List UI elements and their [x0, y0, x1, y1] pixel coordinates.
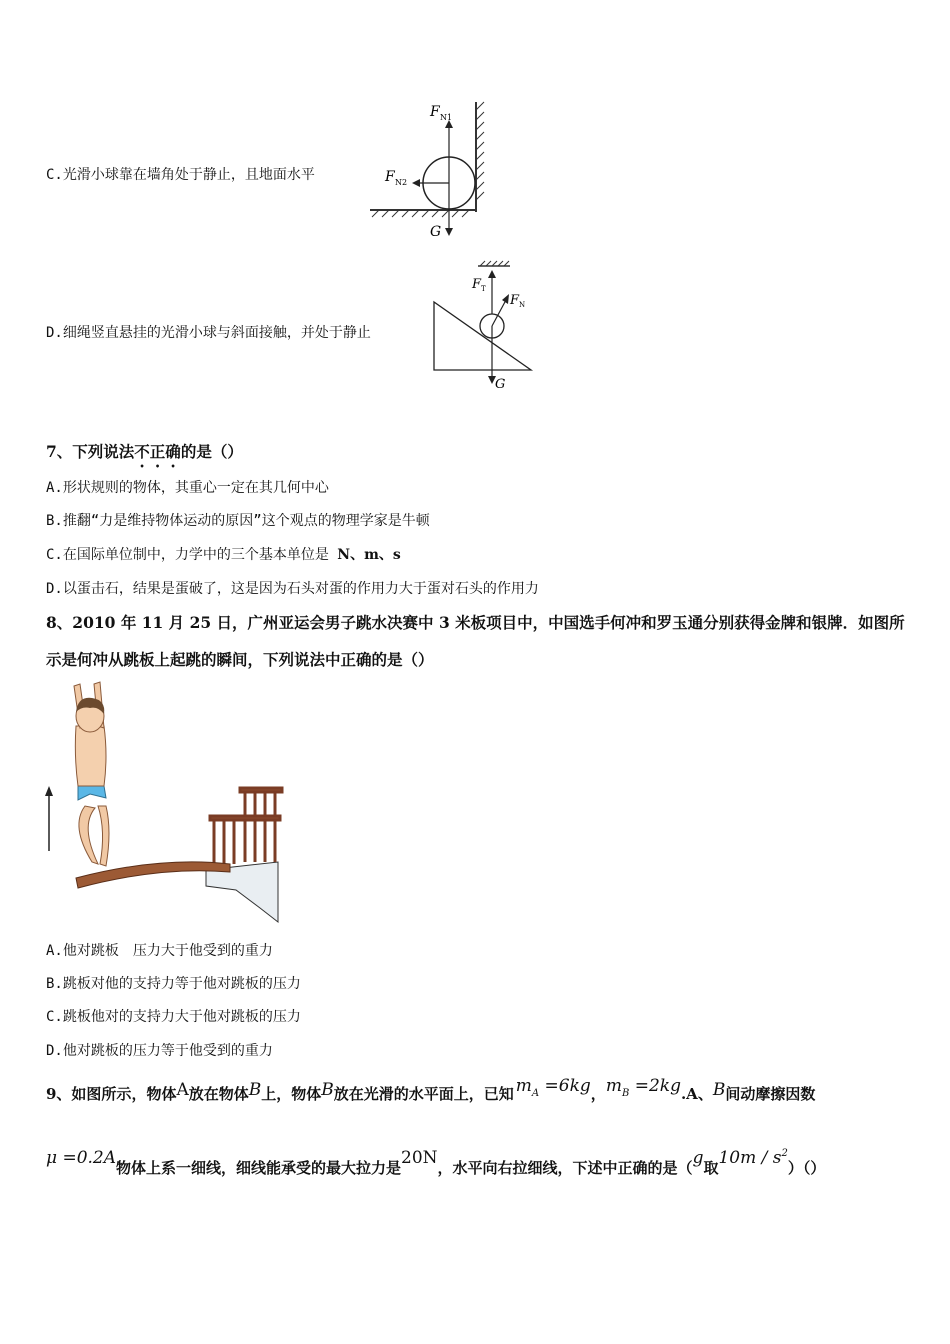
question-7-stem: [46, 442, 243, 471]
question-9-line-2: [46, 1148, 826, 1181]
label-fn-sub: N: [519, 301, 526, 309]
label-fn2: F: [385, 169, 395, 185]
q9-comma: ，: [590, 1085, 606, 1103]
q9-text-2: 放在物体: [188, 1085, 249, 1103]
q9-text-5: .A: [680, 1085, 698, 1103]
q9-mA-sub: A: [531, 1088, 540, 1099]
option-a-q8: A.他对跳板 压力大于他受到的重力: [46, 943, 273, 959]
q9-text-3: 上，物体: [261, 1085, 322, 1103]
figure-ball-on-incline: [430, 256, 536, 396]
q9-text-10: 取: [703, 1159, 719, 1177]
q9-var-A-2: A: [103, 1148, 117, 1168]
q9-gval: 10m / s: [718, 1148, 782, 1168]
q9-force: 20N: [401, 1148, 438, 1168]
q7-stem-part-a: 7、下列说法: [46, 442, 135, 461]
question-8-line-2: 示是何冲从跳板上起跳的瞬间，下列说法中正确的是（）: [46, 650, 434, 669]
label-fn1: F: [430, 104, 440, 120]
q9-mB-sub: B: [621, 1088, 630, 1099]
figure-diver-springboard: [40, 676, 290, 926]
label-ft: F: [472, 277, 482, 292]
q7-stem-emphasis: 不正确: [134, 442, 181, 461]
label-ft-sub: T: [481, 285, 486, 293]
option-d-q8: D.他对跳板的压力等于他受到的重力: [46, 1043, 273, 1059]
q9-text-1: 9、如图所示，物体: [46, 1085, 177, 1103]
q9-text-8: 物体上系一细线，细线能承受的最大拉力是: [116, 1159, 402, 1177]
q9-text-4: 放在光滑的水平面上，已知: [333, 1085, 514, 1103]
option-c-q6: C.光滑小球靠在墙角处于静止，且地面水平: [46, 167, 315, 183]
label-fn2-sub: N2: [395, 178, 408, 187]
q9-mB-value: =2kg: [634, 1076, 681, 1096]
label-g: G: [430, 224, 442, 240]
option-b-q7: B.推翻“力是维持物体运动的原因”这个观点的物理学家是牛顿: [46, 513, 430, 529]
q9-text-7: 间动摩擦因数: [725, 1085, 816, 1103]
q9-mB-symbol: m: [605, 1076, 622, 1096]
q9-g-value: [718, 1148, 787, 1168]
q9-text-9: ，水平向右拉细线，下述中正确的是（: [437, 1159, 693, 1177]
q9-mA-value: =6kg: [544, 1076, 591, 1096]
option-d-q7: D.以蛋击石，结果是蛋破了，这是因为石头对蛋的作用力大于蛋对石头的作用力: [46, 581, 539, 597]
q9-text-11: ）（）: [787, 1159, 826, 1177]
q9-mA-symbol: m: [515, 1076, 532, 1096]
q9-var-B-2: B: [321, 1080, 334, 1100]
q9-var-A: A: [176, 1080, 189, 1100]
option-a-q7: A.形状规则的物体，其重心一定在其几何中心: [46, 480, 329, 496]
q9-text-6: 、: [697, 1085, 713, 1103]
label-fn1-sub: N1: [440, 113, 453, 122]
q9-mass-a: [515, 1076, 591, 1099]
label-fn: F: [510, 293, 520, 308]
q7-stem-part-b: 的是（）: [180, 442, 243, 461]
option-c-q7: [46, 545, 401, 565]
q9-g: g: [692, 1148, 704, 1168]
option-b-q8: B.跳板对他的支持力等于他对跳板的压力: [46, 976, 301, 992]
option-d-q6: D.细绳竖直悬挂的光滑小球与斜面接触，并处于静止: [46, 325, 371, 341]
q7-c-units: N、m、s: [337, 547, 401, 563]
q9-gval-sup: 2: [781, 1148, 788, 1159]
question-9-line-1: [46, 1076, 816, 1107]
label-g2: G: [495, 377, 506, 392]
q9-var-B-3: B: [712, 1080, 726, 1100]
q9-mu: μ =0.2: [46, 1148, 104, 1168]
q9-mass-b: [605, 1076, 681, 1099]
option-c-q8: C.跳板他对的支持力大于他对跳板的压力: [46, 1009, 301, 1025]
q9-var-B: B: [248, 1080, 262, 1100]
question-8-line-1: 8、2010 年 11 月 25 日，广州亚运会男子跳水决赛中 3 米板项目中，中国选手何冲和罗玉通分别获得金牌和银牌．如图所: [46, 613, 905, 632]
figure-ball-in-corner: [366, 96, 496, 246]
q7-c-text: C.在国际单位制中，力学中的三个基本单位是: [46, 547, 338, 563]
